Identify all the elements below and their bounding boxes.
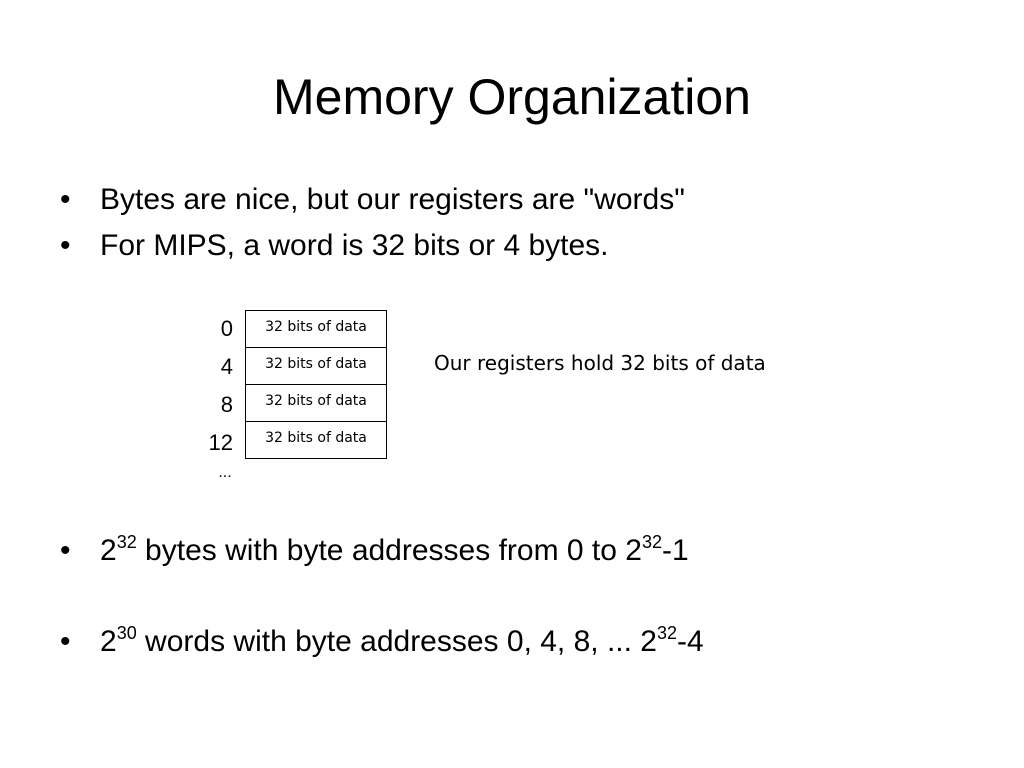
diagram-note: Our registers hold 32 bits of data: [434, 351, 766, 375]
bullet-text: words with byte addresses 0, 4, 8, ...: [136, 625, 641, 658]
power-exponent: 32: [641, 532, 662, 552]
address-label: 4: [220, 354, 233, 379]
memory-cell: 32 bits of data: [245, 421, 387, 459]
memory-cell: 32 bits of data: [245, 384, 387, 422]
slide-title: Memory Organization: [273, 69, 751, 125]
power-exponent: 32: [116, 532, 137, 552]
bullet-text: Bytes are nice, but our registers are "words": [100, 183, 685, 216]
bullet-text: -1: [662, 534, 689, 567]
memory-cell: 32 bits of data: [245, 347, 387, 385]
address-label: 8: [220, 392, 233, 417]
bullet-marker: •: [60, 534, 71, 567]
power-base: 2: [100, 625, 117, 658]
bullet-marker: •: [60, 183, 71, 216]
continuation-ellipsis: ...: [218, 464, 232, 481]
bullet-text: bytes with byte addresses from 0 to: [136, 534, 626, 567]
bullet-marker: •: [60, 229, 71, 262]
power-base: 2: [625, 534, 642, 567]
power-base: 2: [100, 534, 117, 567]
power-exponent: 30: [116, 623, 137, 643]
bullet-item: [60, 180, 685, 220]
bullet-item: [60, 622, 704, 665]
bullet-item: [60, 531, 689, 574]
bullet-marker: •: [60, 625, 71, 658]
bullet-text: -4: [677, 625, 704, 658]
power-exponent: 32: [656, 623, 678, 643]
power-base: 2: [640, 625, 657, 658]
bullet-item: [60, 226, 609, 266]
address-label: 0: [220, 316, 233, 341]
memory-cell: 32 bits of data: [245, 310, 387, 348]
address-label: 12: [208, 430, 233, 455]
bullet-text: For MIPS, a word is 32 bits or 4 bytes.: [100, 229, 609, 262]
